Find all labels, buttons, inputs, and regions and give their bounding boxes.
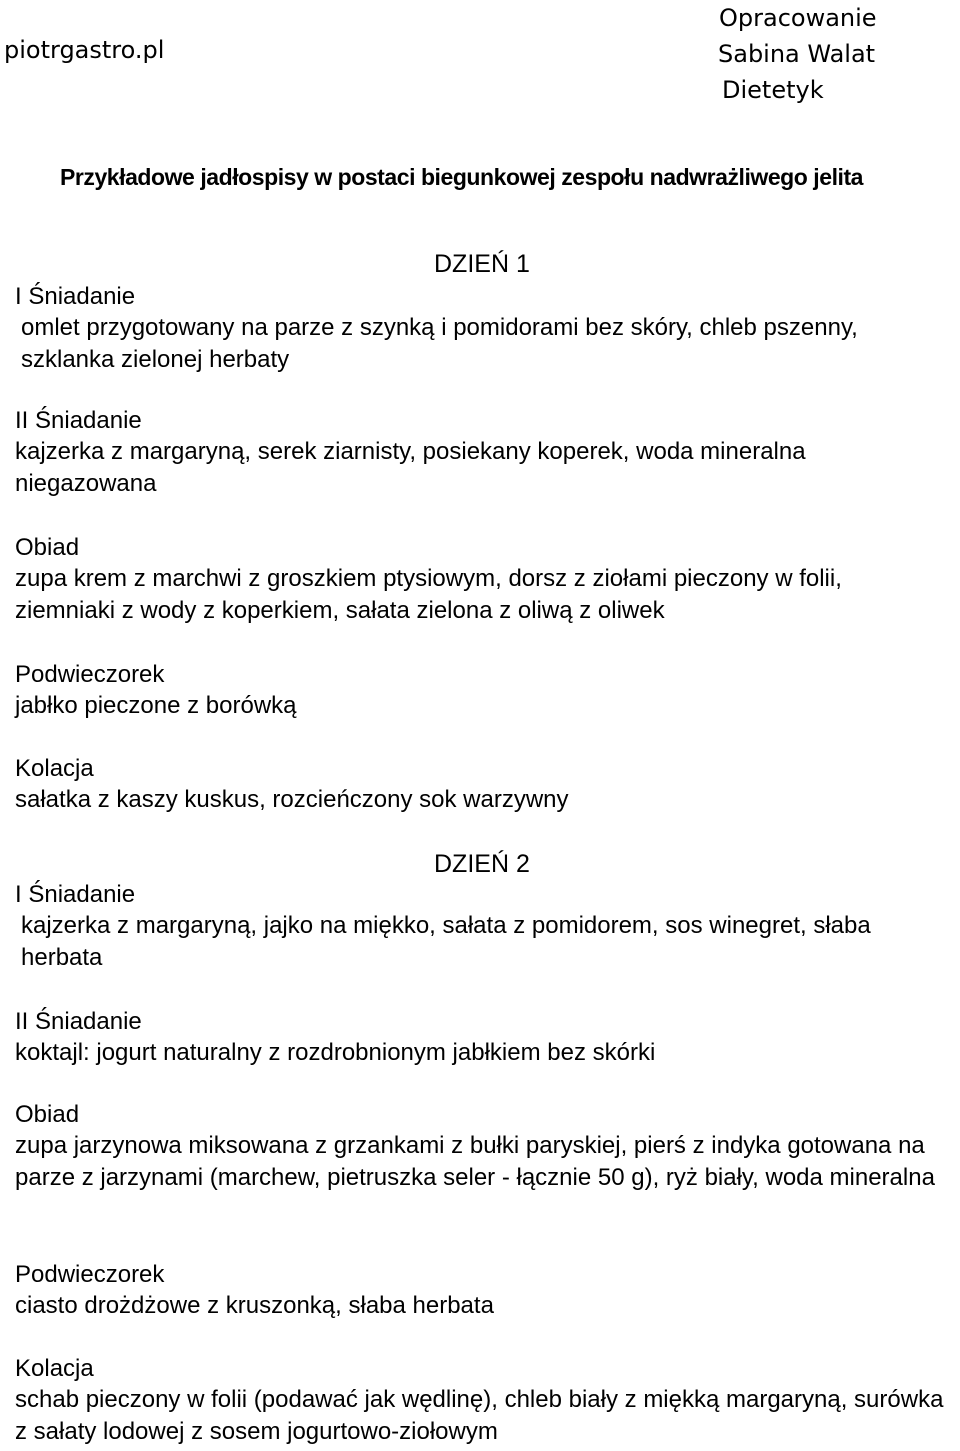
day-2-meal-lunch bbox=[15, 1100, 955, 1193]
document-title: Przykładowe jadłospisy w postaci biegunkowej zespołu nadwrażliwego jelita bbox=[60, 164, 864, 190]
meal-description: sałatka z kaszy kuskus, rozcieńczony sok warzywny bbox=[15, 786, 569, 813]
meal-name: Obiad bbox=[15, 1101, 80, 1128]
meal-name: Podwieczorek bbox=[15, 1261, 165, 1288]
meal-name: I Śniadanie bbox=[15, 283, 136, 310]
day-2-heading: DZIEŃ 2 bbox=[434, 850, 530, 878]
meal-description: zupa krem z marchwi z groszkiem ptysiowym, dorsz z ziołami pieczony w folii, ziemniaki z wody z koperkiem, sałata zielona z oliwą z oliwek bbox=[15, 565, 842, 624]
site-name: piotrgastro.pl bbox=[4, 36, 165, 64]
day-1-meal-breakfast-2 bbox=[15, 406, 955, 499]
meal-description: jabłko pieczone z borówką bbox=[15, 692, 297, 719]
meal-name: Obiad bbox=[15, 534, 80, 561]
meal-name: II Śniadanie bbox=[15, 407, 142, 434]
day-1-meal-snack bbox=[15, 660, 955, 722]
author-line-prepared: Opracowanie bbox=[719, 4, 877, 32]
meal-description: zupa jarzynowa miksowana z grzankami z bułki paryskiej, pierś z indyka gotowana na parze z jarzynami (marchew, pietruszka seler - łącznie 50 g), ryż biały, woda mineralna bbox=[15, 1132, 935, 1191]
day-2-meal-dinner bbox=[15, 1354, 955, 1447]
meal-description: kajzerka z margaryną, serek ziarnisty, posiekany koperek, woda mineralna niegazowana bbox=[15, 438, 806, 497]
day-1-meal-breakfast-1 bbox=[15, 282, 955, 375]
meal-name: I Śniadanie bbox=[15, 881, 136, 908]
meal-name: Kolacja bbox=[15, 1355, 94, 1382]
meal-name: II Śniadanie bbox=[15, 1008, 142, 1035]
author-block bbox=[719, 0, 877, 108]
day-1-meal-lunch bbox=[15, 533, 955, 626]
meal-description: ciasto drożdżowe z kruszonką, słaba herbata bbox=[15, 1292, 494, 1319]
meal-description: omlet przygotowany na parze z szynką i pomidorami bez skóry, chleb pszenny, szklanka zielonej herbaty bbox=[21, 314, 858, 373]
author-line-role: Dietetyk bbox=[722, 76, 824, 104]
meal-description: schab pieczony w folii (podawać jak wędlinę), chleb biały z miękką margaryną, surówka z sałaty lodowej z sosem jogurtowo-ziołowym bbox=[15, 1386, 944, 1445]
day-2-meal-breakfast-2 bbox=[15, 1007, 955, 1069]
day-1-meal-dinner bbox=[15, 754, 955, 816]
meal-description: kajzerka z margaryną, jajko na miękko, sałata z pomidorem, sos winegret, słaba herbata bbox=[21, 912, 871, 971]
day-1-heading: DZIEŃ 1 bbox=[434, 250, 530, 278]
meal-name: Kolacja bbox=[15, 755, 94, 782]
author-line-name: Sabina Walat bbox=[718, 40, 876, 68]
meal-description: koktajl: jogurt naturalny z rozdrobnionym jabłkiem bez skórki bbox=[15, 1039, 656, 1066]
day-2-meal-snack bbox=[15, 1260, 955, 1322]
day-2-meal-breakfast-1 bbox=[15, 880, 955, 973]
meal-name: Podwieczorek bbox=[15, 661, 165, 688]
